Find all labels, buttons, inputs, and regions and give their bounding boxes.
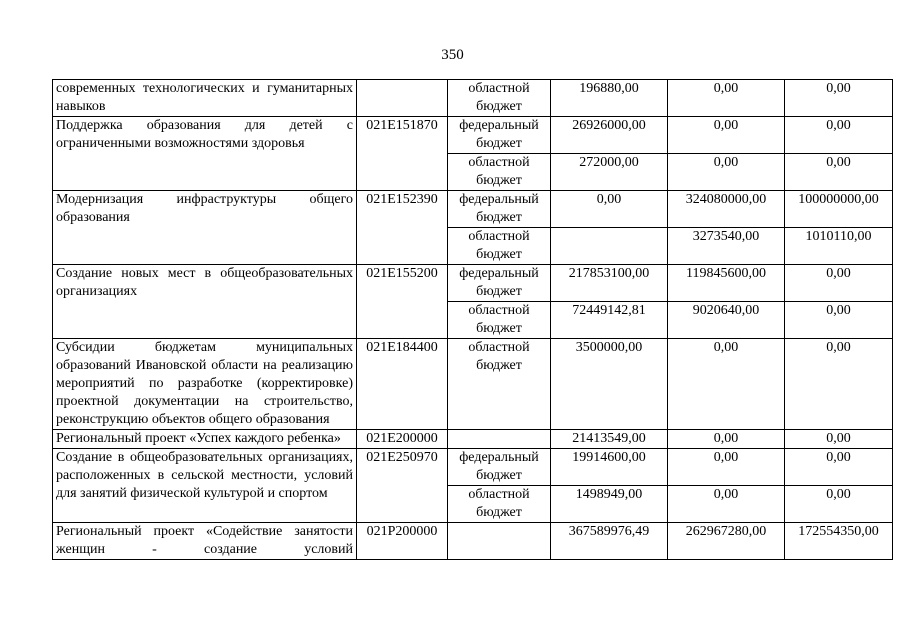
funding-source: областной бюджет: [448, 80, 551, 117]
row-name: Региональный проект «Содействие занятости женщин - создание условий: [56, 524, 353, 557]
amount-2020: 0,00: [668, 154, 785, 191]
table-row: [53, 449, 893, 486]
funding-source: областной бюджет: [448, 154, 551, 191]
funding-source: областной бюджет: [448, 339, 551, 430]
amount-2021: 0,00: [785, 486, 893, 523]
amount-2020: 324080000,00: [668, 191, 785, 228]
amount-2020: 262967280,00: [668, 523, 785, 560]
row-name: Региональный проект «Успех каждого ребенка»: [56, 431, 341, 446]
amount-2020: 119845600,00: [668, 265, 785, 302]
amount-2021: 100000000,00: [785, 191, 893, 228]
amount-2021: 1010110,00: [785, 228, 893, 265]
row-name-cell: [53, 430, 357, 449]
row-name-cell: [53, 117, 357, 191]
funding-source: федеральный бюджет: [448, 117, 551, 154]
row-name-cell: [53, 523, 357, 560]
amount-2020: 0,00: [668, 430, 785, 449]
funding-source: федеральный бюджет: [448, 449, 551, 486]
row-code: 021E152390: [357, 191, 448, 265]
table-row: [53, 80, 893, 117]
amount-2021: 0,00: [785, 80, 893, 117]
table-row: [53, 523, 893, 560]
row-name-cell: [53, 80, 357, 117]
budget-table: [52, 79, 893, 560]
funding-source: федеральный бюджет: [448, 265, 551, 302]
amount-2020: 0,00: [668, 339, 785, 430]
funding-source: областной бюджет: [448, 228, 551, 265]
table-row: [53, 191, 893, 228]
row-name-cell: [53, 449, 357, 523]
amount-2020: 0,00: [668, 80, 785, 117]
amount-2020: 3273540,00: [668, 228, 785, 265]
amount-2021: 172554350,00: [785, 523, 893, 560]
funding-source: областной бюджет: [448, 302, 551, 339]
table-row: [53, 117, 893, 154]
amount-2019: 21413549,00: [551, 430, 668, 449]
row-name: Создание новых мест в общеобразовательных организациях: [56, 266, 353, 299]
amount-2019: [551, 228, 668, 265]
funding-source: областной бюджет: [448, 486, 551, 523]
amount-2019: 1498949,00: [551, 486, 668, 523]
amount-2021: 0,00: [785, 117, 893, 154]
row-name: Модернизация инфраструктуры общего образования: [56, 192, 353, 225]
row-name-cell: [53, 191, 357, 265]
amount-2019: 3500000,00: [551, 339, 668, 430]
amount-2019: 72449142,81: [551, 302, 668, 339]
page-number: 350: [441, 47, 464, 63]
row-name: Субсидии бюджетам муниципальных образований Ивановской области на реализацию мероприятий по разработке (корректировке) проектной документации на строительство, реконструкцию объектов общего образования: [56, 340, 353, 427]
amount-2019: 26926000,00: [551, 117, 668, 154]
amount-2021: 0,00: [785, 302, 893, 339]
amount-2020: 9020640,00: [668, 302, 785, 339]
row-code: 021P200000: [357, 523, 448, 560]
row-name: Создание в общеобразовательных организациях, расположенных в сельской местности, условий для занятий физической культурой и спортом: [56, 450, 353, 501]
row-code: 021E250970: [357, 449, 448, 523]
amount-2019: 272000,00: [551, 154, 668, 191]
row-code: 021E184400: [357, 339, 448, 430]
amount-2019: 217853100,00: [551, 265, 668, 302]
row-code: 021E155200: [357, 265, 448, 339]
row-name-cell: [53, 339, 357, 430]
amount-2019: 367589976,49: [551, 523, 668, 560]
table-row: [53, 339, 893, 430]
funding-source: [448, 430, 551, 449]
amount-2020: 0,00: [668, 449, 785, 486]
table-row: [53, 430, 893, 449]
row-name: современных технологических и гуманитарных навыков: [56, 81, 353, 114]
amount-2021: 0,00: [785, 449, 893, 486]
amount-2019: 196880,00: [551, 80, 668, 117]
row-code: 021E151870: [357, 117, 448, 191]
amount-2021: 0,00: [785, 430, 893, 449]
amount-2021: 0,00: [785, 339, 893, 430]
amount-2021: 0,00: [785, 265, 893, 302]
row-name-cell: [53, 265, 357, 339]
row-code: 021E200000: [357, 430, 448, 449]
row-code: [357, 80, 448, 117]
funding-source: федеральный бюджет: [448, 191, 551, 228]
table-row: [53, 265, 893, 302]
amount-2019: 0,00: [551, 191, 668, 228]
amount-2020: 0,00: [668, 117, 785, 154]
amount-2021: 0,00: [785, 154, 893, 191]
amount-2020: 0,00: [668, 486, 785, 523]
row-name: Поддержка образования для детей с ограниченными возможностями здоровья: [56, 118, 353, 151]
amount-2019: 19914600,00: [551, 449, 668, 486]
funding-source: [448, 523, 551, 560]
